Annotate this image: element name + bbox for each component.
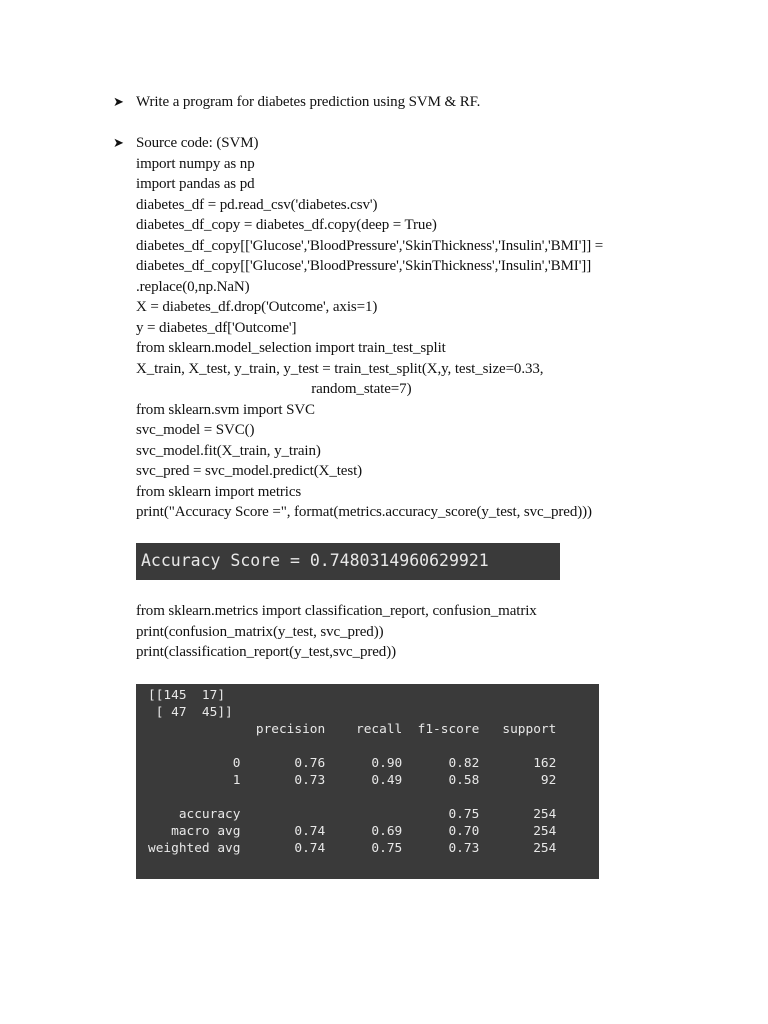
code-line: print(classification_report(y_test,svc_pred)) <box>136 644 396 660</box>
task-statement: Write a program for diabetes prediction using SVM & RF. <box>136 94 481 110</box>
report-line: [ 47 45]] <box>148 705 233 720</box>
report-line: 1 0.73 0.49 0.58 92 <box>148 773 557 788</box>
code-line: print("Accuracy Score =", format(metrics.accuracy_score(y_test, svc_pred))) <box>136 504 592 520</box>
code-line: X_train, X_test, y_train, y_test = train_test_split(X,y, test_size=0.33, <box>136 361 544 377</box>
code-line: diabetes_df_copy = diabetes_df.copy(deep = True) <box>136 217 437 233</box>
code-line: diabetes_df = pd.read_csv('diabetes.csv') <box>136 197 378 213</box>
code-line: import pandas as pd <box>136 176 255 192</box>
source-code-heading: Source code: (SVM) <box>136 135 259 151</box>
classification-report-panel <box>136 684 599 879</box>
code-line: from sklearn.svm import SVC <box>136 402 315 418</box>
accuracy-output-text: Accuracy Score = 0.7480314960629921 <box>141 551 489 570</box>
code-line: svc_pred = svc_model.predict(X_test) <box>136 463 363 479</box>
report-line: weighted avg 0.74 0.75 0.73 254 <box>148 841 557 856</box>
report-line: accuracy 0.75 254 <box>148 807 557 822</box>
code-line: random_state=7) <box>136 381 412 397</box>
code-line: y = diabetes_df['Outcome'] <box>136 320 297 336</box>
code-line: from sklearn.model_selection import train_test_split <box>136 340 446 356</box>
report-line: macro avg 0.74 0.69 0.70 254 <box>148 824 557 839</box>
code-line: svc_model.fit(X_train, y_train) <box>136 443 321 459</box>
code-line: print(confusion_matrix(y_test, svc_pred)) <box>136 624 384 640</box>
code-line: from sklearn.metrics import classification_report, confusion_matrix <box>136 603 537 619</box>
code-line: .replace(0,np.NaN) <box>136 279 250 295</box>
report-line: [[145 17] <box>148 688 226 703</box>
code-line: from sklearn import metrics <box>136 484 302 500</box>
code-line: diabetes_df_copy[['Glucose','BloodPressure','SkinThickness','Insulin','BMI']] <box>136 258 592 274</box>
arrow-bullet-icon: ➤ <box>113 136 124 151</box>
code-line: X = diabetes_df.drop('Outcome', axis=1) <box>136 299 378 315</box>
arrow-bullet-icon: ➤ <box>113 95 124 110</box>
code-line: import numpy as np <box>136 156 255 172</box>
report-line: 0 0.76 0.90 0.82 162 <box>148 756 557 771</box>
accuracy-output-panel <box>136 543 560 580</box>
code-line: diabetes_df_copy[['Glucose','BloodPressure','SkinThickness','Insulin','BMI']] = <box>136 238 604 254</box>
code-line: svc_model = SVC() <box>136 422 255 438</box>
report-line: precision recall f1-score support <box>148 722 557 737</box>
